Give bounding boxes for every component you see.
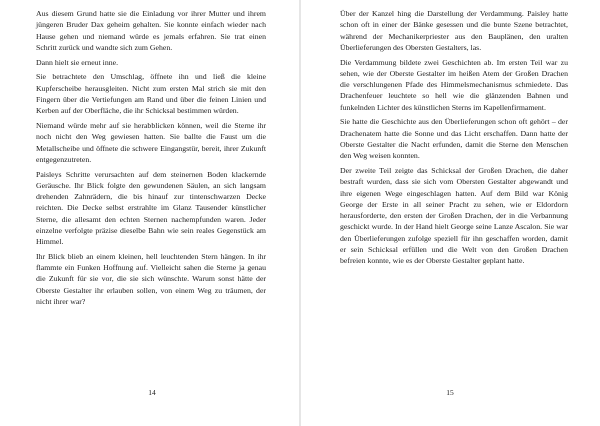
page-number: 15 [446,388,454,397]
paragraph: Sie hatte die Geschichte aus den Überlieferungen schon oft gehört – der Drachenatem hatte die Sonne und das Licht erschaffen. Dann hatte der Oberste Gestalter die Nacht erfunden, damit die Sterne den Menschen den Weg weisen konnten. [340,117,568,161]
paragraph: Die Verdammung bildete zwei Geschichten ab. Im ersten Teil war zu sehen, wie der Oberste Gestalter im heißen Atem der Großen Drachen die verschlungenen Pfade des Himmelsmechanismus schmiedete. Das Drachenfeuer leuchtete so hell wie die glänzenden Bahnen und funkelnden Lichter des künstlichen Sterns im Kapellenfirmament. [340,57,568,112]
paragraph: Über der Kanzel hing die Darstellung der Verdammung. Paisley hatte schon oft in einer der Bänke gesessen und die bunte Szene betrachtet, während der Mechanikerpriester aus den Bauplänen, den uralten Überlieferungen des Obersten Gestalters, las. [340,9,568,52]
right-page-text [340,8,568,266]
paragraph: Aus diesem Grund hatte sie die Einladung vor ihrer Mutter und ihrem jüngeren Bruder Dax geheim gehalten. Sie konnte einfach wieder nach Hause gehen und niemand würde es jemals erfahren. Sie trat einen Schritt zurück und wandte sich zum Gehen. [36,9,266,52]
right-page [300,0,600,426]
paragraph: Ihr Blick blieb an einem kleinen, hell leuchtenden Stern hängen. In ihr flammte ein Funken Hoffnung auf. Vielleicht sahen die Sterne ja genau die Zukunft für sie vor, die sie sich wünschte. Warum sonst hätte der Oberste Gestalter ihr erlauben sollen, von einem Weg zu träumen, der nicht ihrer war? [36,251,266,306]
paragraph: Der zweite Teil zeigte das Schicksal der Großen Drachen, die daher bestraft wurden, dass sie sich vom Obersten Gestalter abgewandt und ihre eigenen Wege eingeschlagen hatten. Auf dem Bild war König George der Erste in all seiner Pracht zu sehen, wie er Eldordorn herausforderte, den ersten der Großen Drachen, der in die Verbannung geschickt wurde. In der Hand hielt George seine Lanze Ascalon. Sie war den Überlieferungen zufolge speziell für ihn geschaffen worden, damit er sein Schicksal erfüllen und die Welt von den Großen Drachen befreien konnte, wie es der Oberste Gestalter geplant hatte. [340,166,568,266]
paragraph: Niemand würde mehr auf sie herabblicken können, weil die Sterne ihr noch nicht den Weg gewiesen hatten. Sie ballte die Faust um die Metallscheibe und öffnete die schwere Eingangstür, bereit, ihrer Zukunft entgegenzutreten. [36,121,266,164]
paragraph: Sie betrachtete den Umschlag, öffnete ihn und ließ die kleine Kupferscheibe herausgleiten. Nicht zum ersten Mal strich sie mit den Fingern über die Vertiefungen am Rand und über die feinen Linien und Kerben auf der Oberfläche, die ihr Schicksal bestimmen würden. [36,72,266,116]
left-page-text [36,8,266,307]
paragraph: Paisleys Schritte verursachten auf dem steinernen Boden klackernde Geräusche. Ihr Blick folgte den gewundenen Säulen, an sich langsam drehenden Zahnrädern, die bis hinauf zur tintenschwarzen Decke reichten. Die Decke selbst erstrahlte im Glanz Tausender künstlicher Sterne, die allesamt den echten Sternen nachempfunden waren. Jeder einzelne verfolgte präzise dieselbe Bahn wie sein reales Gegenstück am Himmel. [36,169,266,247]
page-number: 14 [148,388,156,397]
paragraph: Dann hielt sie erneut inne. [36,57,119,67]
